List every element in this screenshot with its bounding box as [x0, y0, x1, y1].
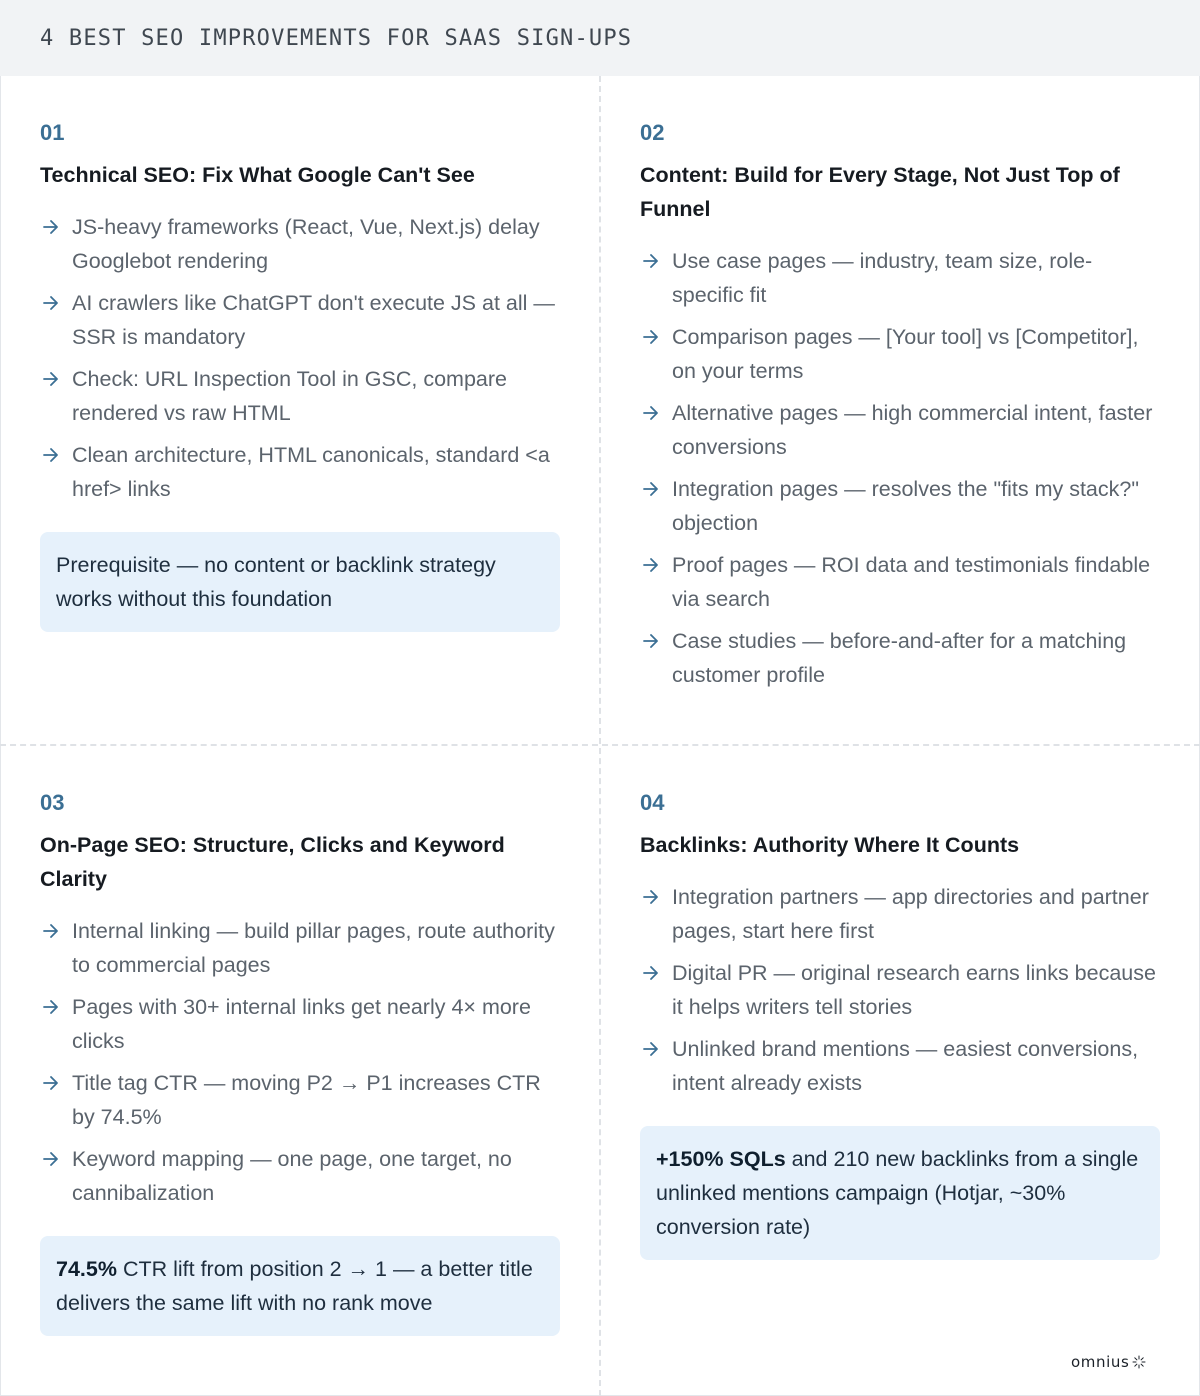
callout-box: 74.5% CTR lift from position 2 → 1 — a better title delivers the same lift with no rank move — [40, 1236, 560, 1336]
list-item: Keyword mapping — one page, one target, no cannibalization — [40, 1142, 560, 1210]
arrow-right-icon — [642, 1040, 660, 1058]
arrow-right-icon — [42, 294, 60, 312]
arrow-right-icon — [42, 1074, 60, 1092]
arrow-right-icon — [42, 998, 60, 1016]
list-item: Integration partners — app directories and partner pages, start here first — [640, 880, 1160, 948]
section-backlinks — [640, 788, 1160, 1260]
section-number: 04 — [640, 790, 665, 815]
arrow-right-icon — [42, 1150, 60, 1168]
list-item: Case studies — before-and-after for a matching customer profile — [640, 624, 1160, 692]
list-item: AI crawlers like ChatGPT don't execute JS at all — SSR is mandatory — [40, 286, 560, 354]
arrow-right-icon — [42, 446, 60, 464]
arrow-right-icon — [642, 404, 660, 422]
arrow-right-icon — [642, 556, 660, 574]
section-title: On-Page SEO: Structure, Clicks and Keyword Clarity — [40, 833, 505, 891]
list-item: Integration pages — resolves the "fits my stack?" objection — [640, 472, 1160, 540]
list-item: Title tag CTR — moving P2 → P1 increases CTR by 74.5% — [40, 1066, 560, 1134]
section-on-page-seo — [40, 788, 560, 1336]
vertical-divider — [599, 76, 601, 1396]
bullet-list — [640, 244, 1160, 692]
brand-logo — [1071, 1353, 1146, 1371]
list-item: Digital PR — original research earns links because it helps writers tell stories — [640, 956, 1160, 1024]
list-item: Pages with 30+ internal links get nearly 4× more clicks — [40, 990, 560, 1058]
list-item: Comparison pages — [Your tool] vs [Competitor], on your terms — [640, 320, 1160, 388]
section-number: 02 — [640, 120, 665, 145]
section-title: Technical SEO: Fix What Google Can't See — [40, 163, 475, 187]
list-item: Clean architecture, HTML canonicals, standard <a href> links — [40, 438, 560, 506]
list-item: Check: URL Inspection Tool in GSC, compare rendered vs raw HTML — [40, 362, 560, 430]
arrow-right-icon — [642, 328, 660, 346]
arrow-right-icon — [642, 888, 660, 906]
list-item: Unlinked brand mentions — easiest conversions, intent already exists — [640, 1032, 1160, 1100]
header — [0, 0, 1200, 76]
arrow-right-icon — [642, 480, 660, 498]
section-content — [640, 118, 1160, 700]
logo-text: omnius — [1071, 1353, 1130, 1371]
sparkle-icon — [1132, 1355, 1146, 1369]
arrow-right-icon — [42, 922, 60, 940]
section-number: 01 — [40, 120, 65, 145]
callout-box: +150% SQLs and 210 new backlinks from a single unlinked mentions campaign (Hotjar, ~30% conversion rate) — [640, 1126, 1160, 1260]
arrow-right-icon — [642, 252, 660, 270]
list-item: Proof pages — ROI data and testimonials findable via search — [640, 548, 1160, 616]
horizontal-divider — [0, 744, 1200, 746]
arrow-right-icon — [642, 632, 660, 650]
list-item: Use case pages — industry, team size, role-specific fit — [640, 244, 1160, 312]
section-number: 03 — [40, 790, 65, 815]
list-item: Alternative pages — high commercial intent, faster conversions — [640, 396, 1160, 464]
bullet-list — [640, 880, 1160, 1100]
list-item: Internal linking — build pillar pages, route authority to commercial pages — [40, 914, 560, 982]
arrow-right-icon — [642, 964, 660, 982]
page-title: 4 BEST SEO IMPROVEMENTS FOR SAAS SIGN-UPS — [40, 26, 633, 51]
bullet-list — [40, 914, 560, 1210]
section-title: Content: Build for Every Stage, Not Just Top of Funnel — [640, 163, 1120, 221]
arrow-right-icon — [42, 218, 60, 236]
callout-box: Prerequisite — no content or backlink strategy works without this foundation — [40, 532, 560, 632]
bullet-list — [40, 210, 560, 506]
section-technical-seo — [40, 118, 560, 632]
arrow-right-icon — [42, 370, 60, 388]
section-title: Backlinks: Authority Where It Counts — [640, 833, 1020, 857]
list-item: JS-heavy frameworks (React, Vue, Next.js) delay Googlebot rendering — [40, 210, 560, 278]
